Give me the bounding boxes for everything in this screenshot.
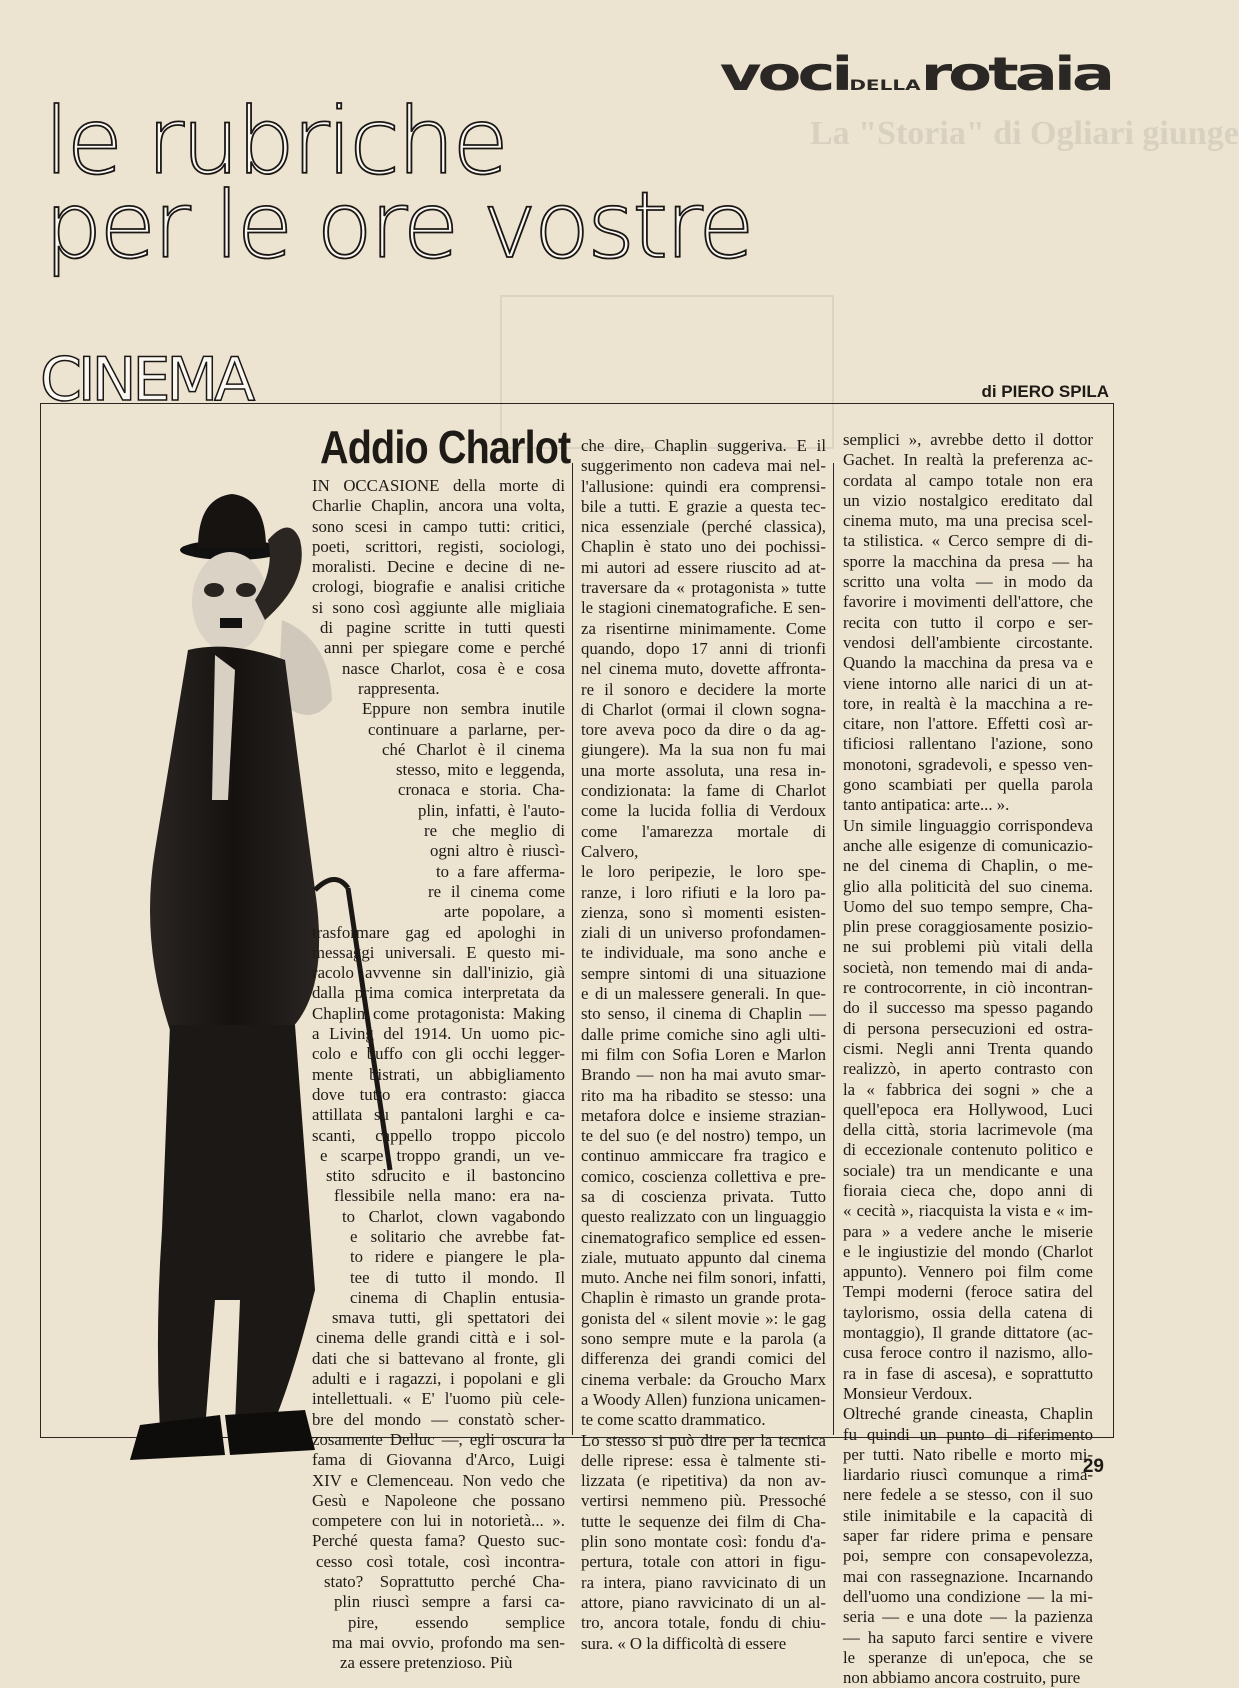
col1-line: adulti e i ragazzi, i popolani e gli [312,1369,565,1389]
col2-line: te del suo (e del nostro) tempo, un [581,1126,826,1146]
col1-line: crologi, biografie e analisi critiche [312,577,565,597]
col2-line: Chaplin è rimasto un grande prota- [581,1288,826,1308]
col3-line: dell'uomo una condizione — la mi- [843,1586,1093,1606]
col3-line: poi, sempre con consapevolezza, [843,1546,1093,1566]
col1-line: re il cinema come [428,881,565,901]
col3-line: Tempi moderni (feroce satira del [843,1282,1093,1302]
col1-line: stato? Soprattutto perché Cha- [324,1572,565,1592]
col1-line: stesso, mito e leggenda, [396,760,565,780]
col2-line: ziali di un universo profondamen- [581,923,826,943]
masthead-small: DELLA [849,76,921,94]
col1-line: messaggi universali. E questo mi- [312,942,565,962]
page-number: 29 [1082,1456,1104,1477]
col2-line: le stagioni cinematografiche. E sen- [581,598,826,618]
col1-line: to ridere e piangere le pla- [350,1247,565,1267]
col3-line: ne del cinema di Chaplin, o me- [843,856,1093,876]
col3-line: seria — e una dote — la pazienza [843,1607,1093,1627]
col3-line: scritto una volta — in modo da [843,572,1093,592]
col3-line: recita con tutto il corpo e ser- [843,612,1093,632]
col1-line: anni per spiegare come e perché [324,638,565,658]
col3-line: cinema muto, ma una precisa scel- [843,511,1093,531]
top-rule [40,403,1112,404]
col2-line: Chaplin è stato uno dei pochissi- [581,537,826,557]
col2-line: vertirsi nemmeno più. Pressoché [581,1491,826,1511]
col1-line: mente bistrati, un abbigliamento [312,1064,565,1084]
col1-line: continuare a parlarne, per- [368,719,565,739]
col1-line: dove tutto era contrasto: giacca [312,1084,565,1104]
col1-line: attillata su pantaloni larghi e ca- [312,1105,565,1125]
col2-line: sura. « O la difficoltà di essere [581,1633,787,1653]
col2-line: muto. Anche nei film sonori, infatti, [581,1268,826,1288]
col1-line: smava tutti, gli spettatori dei [332,1308,565,1328]
col3-line: favorire i movimenti dell'attore, che [843,592,1093,612]
col3-line: viene intorno alle narici di un at- [843,673,1093,693]
col2-line: comico, coscienza collettiva e pre- [581,1166,826,1186]
col3-line: fu quindi un punto di riferimento [843,1424,1093,1444]
col3-line: anche alle esigenze di comunicazio- [843,835,1093,855]
article-column-3 [843,430,1093,1688]
col3-line: semplici », avrebbe detto il dottor [843,430,1093,449]
col1-line: colo e buffo con gli occhi legger- [312,1044,565,1064]
col2-line: gonista del « silent movie »: le gag [581,1308,826,1328]
col2-line: te come scatto drammatico. [581,1410,766,1430]
col2-line: dalle prime comiche sino agli ulti- [581,1024,826,1044]
col2-line: zienza, sono sì momenti esisten- [581,902,826,922]
section-name: CINEMA [40,345,252,415]
col2-line: quando, dopo 17 anni di trionfi [581,638,826,658]
col1-line: ma mai ovvio, profondo ma sen- [332,1632,565,1652]
masthead-part2: rotaia [920,48,1111,102]
col1-line: poeti, scrittori, registi, sociologi, [312,536,565,556]
col3-line: realizzò, in aperto contrasto con [843,1059,1093,1079]
col2-line: rito ma ha ribadito se stesso: una [581,1085,826,1105]
col1-line: si sono così aggiunte alle migliaia [312,597,565,617]
col3-line: sporre la macchina da presa — ha [843,551,1093,571]
col3-line: tore, in realtà è la macchina a re- [843,693,1093,713]
col1-line: bre del mondo — constatò scher- [312,1409,565,1429]
col2-line: sa di coscienza privata. Tutto [581,1186,826,1206]
col2-line: che dire, Chaplin suggeriva. E il [581,436,826,455]
col2-line: una morte assoluta, una resa in- [581,760,826,780]
col2-line: bile a tutti. E grazie a questa tec- [581,496,826,516]
col1-line: Chaplin come protagonista: Making [312,1003,565,1023]
col2-line: continuo ammiccare fra tragico e [581,1146,826,1166]
col2-line: Lo stesso si può dire per la tecnica [581,1430,826,1450]
headline [44,88,752,279]
col1-line: di pagine scritte in tutti questi [320,618,565,638]
col2-line: traversare da « protagonista » tutte [581,578,826,598]
shoe-left [130,1415,225,1460]
col3-line: Monsieur Verdoux. [843,1383,973,1403]
col1-line: e scarpe troppo grandi, un ve- [320,1145,565,1165]
col3-line: società, non temendo mai di anda- [843,957,1093,977]
col1-line: sono scesi in campo tutti: critici, [312,516,565,536]
col1-line: dalla prima comica interpretata da [312,983,565,1003]
col2-line: nica essenziale (perché classica), [581,517,826,537]
col3-line: tanto antipatica: arte... ». [843,795,1010,815]
col2-line: l'allusione: quindi era comprensi- [581,476,826,496]
col2-line: tutte le sequenze dei film di Cha- [581,1511,826,1531]
bleed-through-title: La "Storia" di Ogliari giunge [810,115,1239,152]
col2-line: delle riprese: essa è talmente sti- [581,1450,826,1470]
col2-line: sempre sintomi di una situazione [581,963,826,983]
col2-line: mi autori ad essere riuscito ad at- [581,557,826,577]
col3-line: montaggio), Il grande dittatore (ac- [843,1323,1093,1343]
article-title: Addio Charlot [320,421,571,473]
col2-line: attore, piano ravvicinato di un al- [581,1592,826,1612]
col2-line: ra intera, piano ravvicinato di un [581,1572,826,1592]
article-column-1 [312,476,565,1674]
col3-line: stile inimitabile e la capacità di [843,1505,1093,1525]
col1-line: stito sdrucito e il bastoncino [326,1166,565,1186]
col3-line: do il successo ma spesso pagando [843,998,1093,1018]
col1-line: fama di Giovanna d'Arco, Luigi [312,1450,565,1470]
col1-line: cesso così totale, così incontra- [316,1551,565,1571]
col1-line: zosamente Delluc —, egli oscura la [312,1429,565,1449]
col1-line: flessibile nella mano: era na- [334,1186,565,1206]
col3-line: Quando la macchina da presa va e [843,653,1093,673]
col3-line: la « fabbrica dei sogni » che a [843,1079,1093,1099]
col2-line: plin sono montate così: fondu d'a- [581,1532,826,1552]
col3-line: Un simile linguaggio corrispondeva [843,815,1093,835]
col2-line: a Woody Allen) funziona unicamen- [581,1389,826,1409]
col1-line: arte popolare, a [444,902,565,922]
col3-line: liardario riuscì comunque a rima- [843,1465,1093,1485]
col3-line: citare, non l'attore. Effetti così ar- [843,714,1093,734]
col2-line: re il sonoro e decidere la morte [581,679,826,699]
col3-line: ta stilistica. « Cerco sempre di di- [843,531,1093,551]
col3-line: quell'epoca era Hollywood, Luci [843,1099,1093,1119]
col3-line: e le ingiustizie del mondo (Charlot [843,1241,1093,1261]
col3-line: nere fedele a se stesso, con il suo [843,1485,1093,1505]
col1-line: rappresenta. [358,678,440,698]
col3-line: para » a vedere anche le miserie [843,1221,1093,1241]
column-rule-1 [572,463,573,1435]
col3-line: le speranze di un'epoca, che se [843,1647,1093,1667]
col1-line: Perché questa fama? Questo suc- [312,1531,565,1551]
col2-line: ziale, mutuato appunto dal cinema [581,1247,826,1267]
col2-line: come la lucida follia di Verdoux [581,801,826,821]
col3-line: gono scambiati per quella parola [843,775,1093,795]
col2-line: di Charlot (ormai il clown sogna- [581,699,826,719]
bleed-through-text [800,95,1239,375]
col2-line: cinema verbale: da Groucho Marx [581,1369,826,1389]
col1-line: Charlie Chaplin, ancora una volta, [312,496,565,516]
col1-line: intellettuali. « E' l'uomo più cele- [312,1389,565,1409]
col2-line: sono sempre mute e la parola (a [581,1329,826,1349]
col1-line: to a fare afferma- [436,861,565,881]
col1-line: IN OCCASIONE della morte di [312,476,565,495]
col3-line: — ha saputo farci sentire e vivere [843,1627,1093,1647]
col2-line: ranze, i loro rifiuti e la loro pa- [581,882,826,902]
col3-line: non abbiamo ancora costruito, pure [843,1668,1081,1688]
headline-line-1: le rubriche [44,88,506,195]
col1-line: pire, essendo semplice [348,1612,565,1632]
col1-line: XIV e Clemenceau. Non vedo che [312,1470,565,1490]
col1-line: moralisti. Decine e decine di ne- [312,557,565,577]
col2-line: pertura, totale con attori in figu- [581,1552,826,1572]
col2-line: sto senso, il cinema di Chaplin — [581,1004,826,1024]
col3-line: fioraia cieca che, dopo anni di [843,1180,1093,1200]
masthead-logo [720,48,1111,101]
col1-line: racolo avvenne sin dall'inizio, già [312,963,565,983]
col3-line: re controcorrente, in ciò incontran- [843,978,1093,998]
col2-line: te individuale, ma sono anche e [581,943,826,963]
col3-line: di persona persecuzioni ed ostra- [843,1018,1093,1038]
col1-line: za essere pretenzioso. Più [340,1653,513,1673]
col2-line: nel cinema muto, dovette affronta- [581,659,826,679]
col3-line: mai con rassegnazione. Incarnando [843,1566,1093,1586]
col2-line: metafora dolce e insieme strazian- [581,1105,826,1125]
eye-left [204,583,224,597]
col3-line: saper far ridere prima e pensare [843,1526,1093,1546]
col3-line: « cecità », riacquista la vista e « im- [843,1201,1093,1221]
col3-line: cusa feroce contro il nazismo, allo- [843,1343,1093,1363]
col1-line: dati che si battevano al fronte, gli [312,1348,565,1368]
col1-line: re che meglio di [424,821,565,841]
col1-line: plin, infatti, è l'auto- [418,800,565,820]
byline: di PIERO SPILA [981,382,1109,401]
col2-line: condizionata: la fame di Charlot [581,781,826,801]
col3-line: plin prese coraggiosamente posizio- [843,917,1093,937]
col2-line: cinematografico semplice ed essen- [581,1227,826,1247]
col1-line: scanti, cappello troppo piccolo [312,1125,565,1145]
col3-line: di eccezionale contenuto politico e [843,1140,1093,1160]
col2-line: questo realizzato con un linguaggio [581,1207,826,1227]
col3-line: appunto). Vennero poi film come [843,1262,1093,1282]
col3-line: per tutti. Nato ribelle e morto mi- [843,1444,1093,1464]
col1-line: tee di tutto il mondo. Il [350,1267,565,1287]
col3-line: vendosi dell'ambiente circostante. [843,632,1093,652]
col1-line: trasformare gag ed apologhi in [312,922,565,942]
column-rule-2 [833,463,834,1435]
col2-line: giungere). Ma la sua non fu mai [581,740,826,760]
col3-line: monotoni, sgradevoli, e spesso ven- [843,754,1093,774]
trousers [158,1025,315,1430]
col1-line: Eppure non sembra inutile [362,699,565,719]
col3-line: cordata al campo totale non era [843,470,1093,490]
col1-line: a Living del 1914. Un uomo pic- [312,1024,565,1044]
col1-line: cinema delle grandi città e i sol- [316,1328,565,1348]
col2-line: suggerimento non cadeva mai nel- [581,456,826,476]
col3-line: Uomo del suo tempo sempre, Cha- [843,896,1093,916]
col1-line: nasce Charlot, cosa è e cosa [342,658,565,678]
col3-line: glio alla politicità del suo cinema. [843,876,1093,896]
col2-line: za risentirne minimamente. Come [581,618,826,638]
col3-line: Oltreché grande cineasta, Chaplin [843,1404,1093,1424]
col3-line: sociale) tra un mendicante e una [843,1160,1093,1180]
col1-line: Gesù e Napoleone che possano [312,1490,565,1510]
masthead-part1: voci [719,48,850,102]
col3-line: Gachet. In realtà la preferenza ac- [843,450,1093,470]
shoe-right [225,1410,315,1455]
col1-line: to Charlot, clown vagabondo [342,1206,565,1226]
moustache [220,618,242,628]
col1-line: cinema di Chaplin entusia- [350,1287,565,1307]
col3-line: tificiosi rallentano l'azione, sono [843,734,1093,754]
col3-line: un vizio nostalgico ereditato dal [843,490,1093,510]
col3-line: ne sui problemi più vitali della [843,937,1093,957]
col2-line: come l'amarezza mortale di Calvero, [581,821,826,861]
hat-crown [198,494,266,548]
col3-line: ra in fase di ascesa), e soprattutto [843,1363,1093,1383]
col2-line: tro, ancora totale, fondu di chiu- [581,1613,826,1633]
col2-line: differenza dei grandi comici del [581,1349,826,1369]
col2-line: mi film con Sofia Loren e Marlon [581,1044,826,1064]
col3-line: cismi. Negli anni Trenta quando [843,1038,1093,1058]
article-column-2 [581,436,826,1654]
col2-line: lizzata (e ripetitiva) da non av- [581,1471,826,1491]
col3-line: della città, storia lacrimevole (ma [843,1120,1093,1140]
eye-right [236,583,256,597]
col2-line: Brando — non ha mai avuto smar- [581,1065,826,1085]
col1-line: e solitario che avrebbe fat- [350,1226,565,1246]
col2-line: tore aveva poco da dire o da ag- [581,720,826,740]
col1-line: plin riuscì sempre a farsi ca- [334,1592,565,1612]
col2-line: le loro peripezie, le loro spe- [581,862,826,882]
col1-line: ogni altro è riuscì- [430,841,565,861]
col1-line: competere con lui in notorietà... ». [312,1511,565,1531]
col1-line: ché Charlot è il cinema [382,739,565,759]
col2-line: e di un malessere generali. In que- [581,984,826,1004]
col3-line: taylorismo, ossia della catena di [843,1302,1093,1322]
headline-line-2: per le ore vostre [44,172,752,279]
col1-line: cronaca e storia. Cha- [398,780,565,800]
